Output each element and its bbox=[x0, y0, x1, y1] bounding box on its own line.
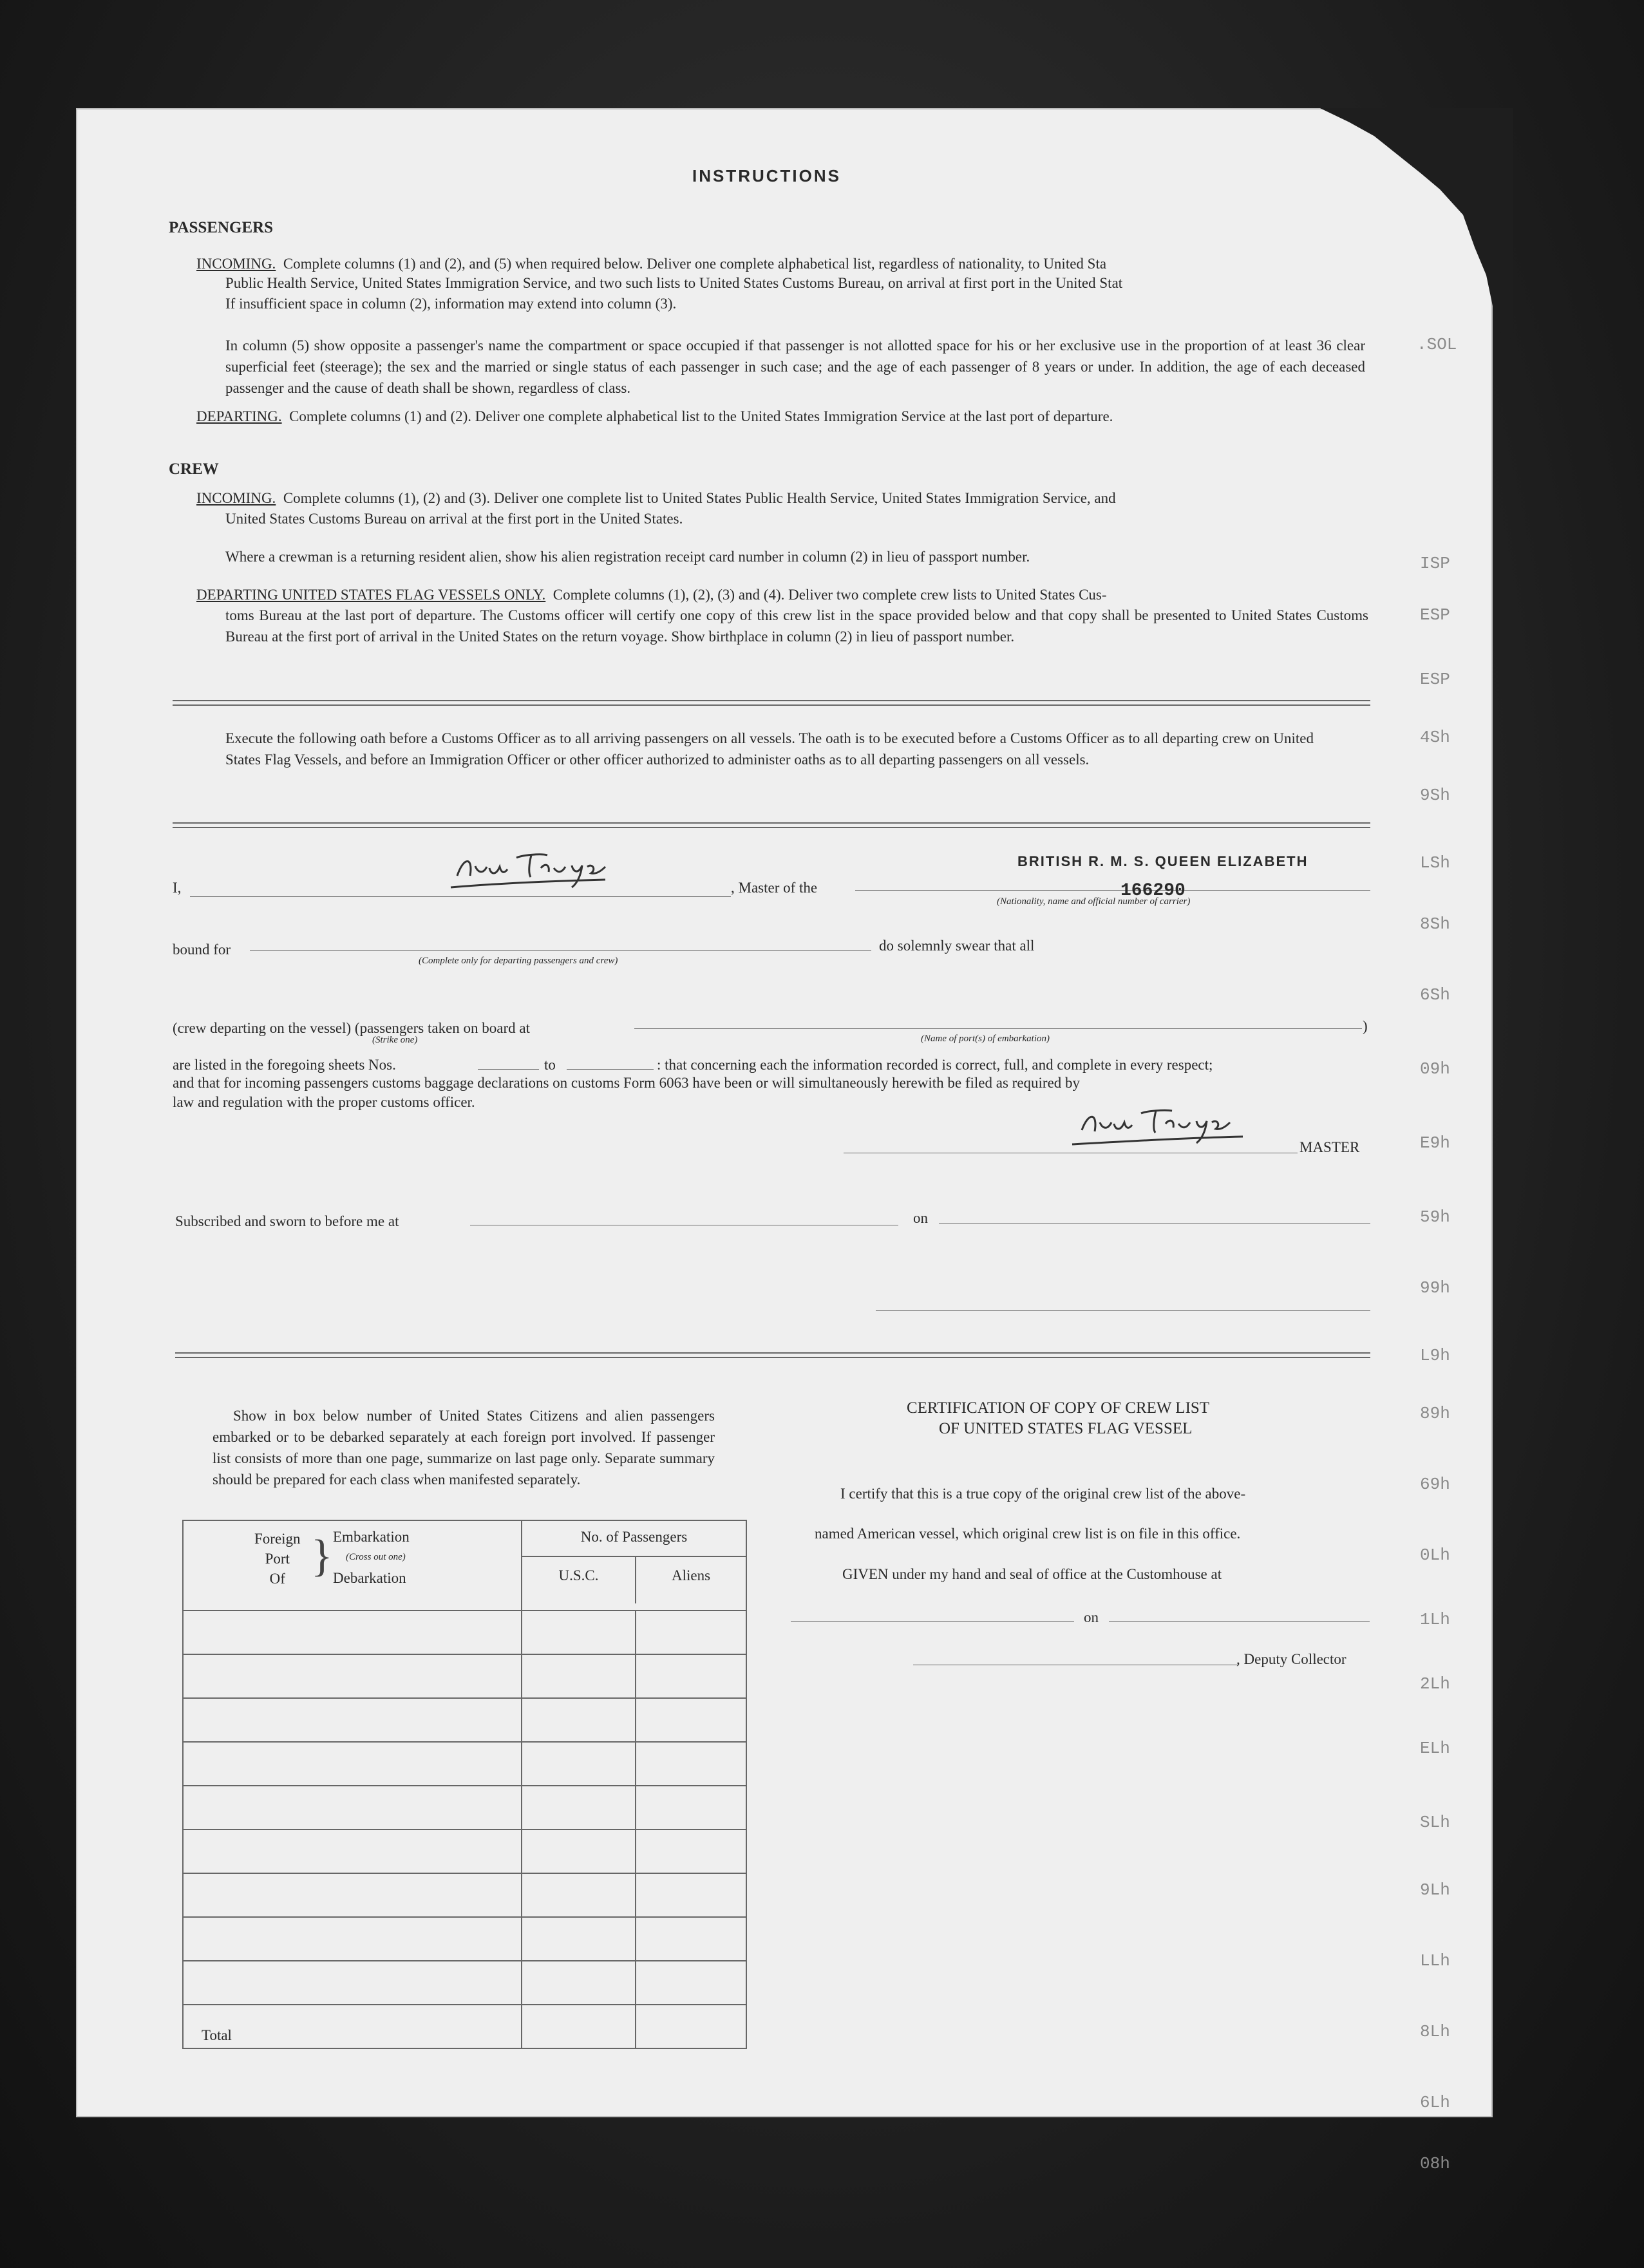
summary-row bbox=[183, 1611, 746, 1654]
bound-for-label: bound for bbox=[173, 941, 231, 958]
certification-on-label: on bbox=[1084, 1609, 1099, 1625]
swear-text: do solemnly swear that all bbox=[879, 938, 1035, 954]
page-title: INSTRUCTIONS bbox=[692, 166, 841, 185]
sheet-to-line bbox=[567, 1069, 654, 1070]
certification-line-2: named American vessel, which original crew list is on file in this office. bbox=[815, 1526, 1241, 1542]
total-label: Total bbox=[183, 2005, 522, 2048]
summary-row bbox=[183, 1829, 746, 1873]
foreign-label: Foreign bbox=[254, 1531, 301, 1547]
summary-row bbox=[183, 1654, 746, 1698]
cross-out-caption: (Cross out one) bbox=[346, 1552, 406, 1562]
port-label: Port bbox=[265, 1551, 290, 1567]
official-signature-line bbox=[876, 1310, 1370, 1311]
close-paren: ) bbox=[1363, 1018, 1368, 1034]
master-signature bbox=[444, 844, 618, 902]
aliens-label: Aliens bbox=[671, 1567, 711, 1583]
customs-baggage-text: and that for incoming passengers customs baggage declarations on customs Form 6063 have been or will simultaneously herewith be filed as required by bbox=[173, 1075, 1081, 1091]
master-label: MASTER bbox=[1299, 1139, 1360, 1155]
crew-heading: CREW bbox=[169, 460, 219, 478]
vessel-line bbox=[855, 890, 1370, 891]
sheet-from-line bbox=[478, 1069, 539, 1070]
passengers-incoming-line1: Complete columns (1) and (2), and (5) when required below. Deliver one complete alphabetical list, regardless of nationality, to United Sta bbox=[283, 256, 1107, 272]
passengers-departing-label: DEPARTING. bbox=[196, 408, 282, 424]
summary-row bbox=[183, 1742, 746, 1786]
bound-for-caption: (Complete only for departing passengers and crew) bbox=[419, 956, 618, 966]
passengers-incoming-line3: If insufficient space in column (2), information may extend into column (3). bbox=[225, 296, 677, 312]
sheets-to-label: to bbox=[544, 1057, 556, 1073]
concerning-text: : that concerning each the information recorded is correct, full, and complete in every respect; bbox=[657, 1057, 1213, 1073]
usc-label: U.S.C. bbox=[558, 1567, 599, 1583]
summary-instruction: Show in box below number of United States Citizens and alien passengers embarked or to be debarked separately at each foreign port involved. If passenger list consists of more than one page, summarize on last page only. Separate summary should be prepared for each class when manifested separately. bbox=[213, 1408, 715, 1488]
crew-departing bbox=[196, 584, 1107, 605]
law-regulation-text: law and regulation with the proper customs officer. bbox=[173, 1094, 475, 1110]
bound-for-line bbox=[250, 950, 871, 951]
passengers-departing bbox=[196, 406, 1113, 427]
summary-row bbox=[183, 1786, 746, 1829]
passengers-incoming-line2: Public Health Service, United States Immigration Service, and two such lists to United States Customs Bureau, on arrival at first port in the United Stat bbox=[225, 275, 1123, 291]
subscribed-label: Subscribed and sworn to before me at bbox=[175, 1213, 399, 1229]
brace-icon: } bbox=[311, 1531, 333, 1581]
lower-divider bbox=[175, 1352, 1370, 1358]
master-of-the: , Master of the bbox=[731, 880, 818, 896]
embarkation-label: Embarkation bbox=[333, 1529, 410, 1545]
oath-instruction: Execute the following oath before a Customs Officer as to all arriving passengers on all vessels. The oath is to be executed before a Customs Officer as to all departing crew on United States Flag Vessels, and before an Immigration Officer or other officer authorized to administer oaths as to all departing passengers on all vessels. bbox=[225, 730, 1314, 768]
crew-incoming-label: INCOMING. bbox=[196, 490, 276, 506]
passengers-incoming-label: INCOMING. bbox=[196, 256, 276, 272]
crew-departing-label: DEPARTING UNITED STATES FLAG VESSELS ONLY. bbox=[196, 587, 546, 603]
customhouse-line bbox=[791, 1621, 1074, 1622]
passengers-header-cell bbox=[522, 1520, 746, 1611]
no-of-passengers-label: No. of Passengers bbox=[580, 1529, 688, 1545]
crew-departing-text: (crew departing on the vessel) (passengers taken on board at bbox=[173, 1020, 530, 1036]
of-label: Of bbox=[269, 1571, 285, 1587]
summary-row bbox=[183, 1917, 746, 1961]
summary-total-row bbox=[183, 2005, 746, 2048]
port-caption: (Name of port(s) of embarkation) bbox=[921, 1034, 1050, 1044]
oath-divider bbox=[173, 822, 1370, 828]
summary-row bbox=[183, 1698, 746, 1742]
passengers-heading: PASSENGERS bbox=[169, 219, 274, 236]
subscribed-on-label: on bbox=[913, 1210, 928, 1226]
oath-i-label: I, bbox=[173, 880, 182, 896]
embarkation-port-line bbox=[634, 1028, 1362, 1029]
port-header-cell bbox=[183, 1520, 522, 1611]
certification-title-1: CERTIFICATION OF COPY OF CREW LIST bbox=[907, 1399, 1210, 1417]
crew-incoming-line2: United States Customs Bureau on arrival at the first port in the United States. bbox=[225, 511, 683, 527]
vessel-official-number: 166290 bbox=[1120, 881, 1186, 901]
summary-row bbox=[183, 1961, 746, 2005]
certification-line-1: I certify that this is a true copy of the original crew list of the above- bbox=[840, 1486, 1246, 1502]
section-divider bbox=[173, 700, 1370, 706]
crew-departing-rest: toms Bureau at the last port of departure. The Customs officer will certify one copy of this crew list in the space provided below and that copy shall be presented to United States Customs Bureau at the first port of arrival in the United States on the return voyage. Show birthplace in column (2) in lieu of passport number. bbox=[225, 607, 1368, 645]
vessel-name: BRITISH R. M. S. QUEEN ELIZABETH bbox=[1017, 853, 1309, 869]
strike-one-caption: (Strike one) bbox=[372, 1035, 418, 1045]
passengers-column5-text: In column (5) show opposite a passenger's name the compartment or space occupied if that passenger is not allotted space for his or her exclusive use in the proportion of at least 36 clear superficial feet (steerage); the sex and the married or single status of each passenger in such case; and the age of each passenger of 8 years or under. In addition, the age of each deceased passenger and the cause of death shall be shown, regardless of class. bbox=[225, 337, 1365, 396]
certification-date-line bbox=[1109, 1621, 1370, 1622]
passenger-summary-table bbox=[182, 1520, 747, 2049]
debarkation-label: Debarkation bbox=[333, 1570, 406, 1586]
certification-title-2: OF UNITED STATES FLAG VESSEL bbox=[939, 1420, 1193, 1437]
crew-incoming bbox=[196, 487, 1116, 509]
summary-row bbox=[183, 1873, 746, 1917]
certification-line-3: GIVEN under my hand and seal of office at the Customhouse at bbox=[842, 1566, 1222, 1582]
crew-alien-text: Where a crewman is a returning resident alien, show his alien registration receipt card number in column (2) in lieu of passport number. bbox=[225, 549, 1030, 565]
crew-departing-line1: Complete columns (1), (2), (3) and (4). Deliver two complete crew lists to United States Cus- bbox=[553, 587, 1107, 603]
deputy-collector-label: , Deputy Collector bbox=[1236, 1651, 1346, 1667]
passengers-incoming bbox=[196, 253, 1106, 274]
crew-incoming-line1: Complete columns (1), (2) and (3). Deliver one complete list to United States Public Health Service, United States Immigration Service, and bbox=[283, 490, 1116, 506]
master-signature-bottom bbox=[1069, 1104, 1256, 1162]
passengers-departing-text: Complete columns (1) and (2). Deliver one complete alphabetical list to the United States Immigration Service at the last port of departure. bbox=[289, 408, 1113, 424]
sheets-listed-label: are listed in the foregoing sheets Nos. bbox=[173, 1057, 396, 1073]
nationality-caption: (Nationality, name and official number of carrier) bbox=[997, 896, 1191, 907]
